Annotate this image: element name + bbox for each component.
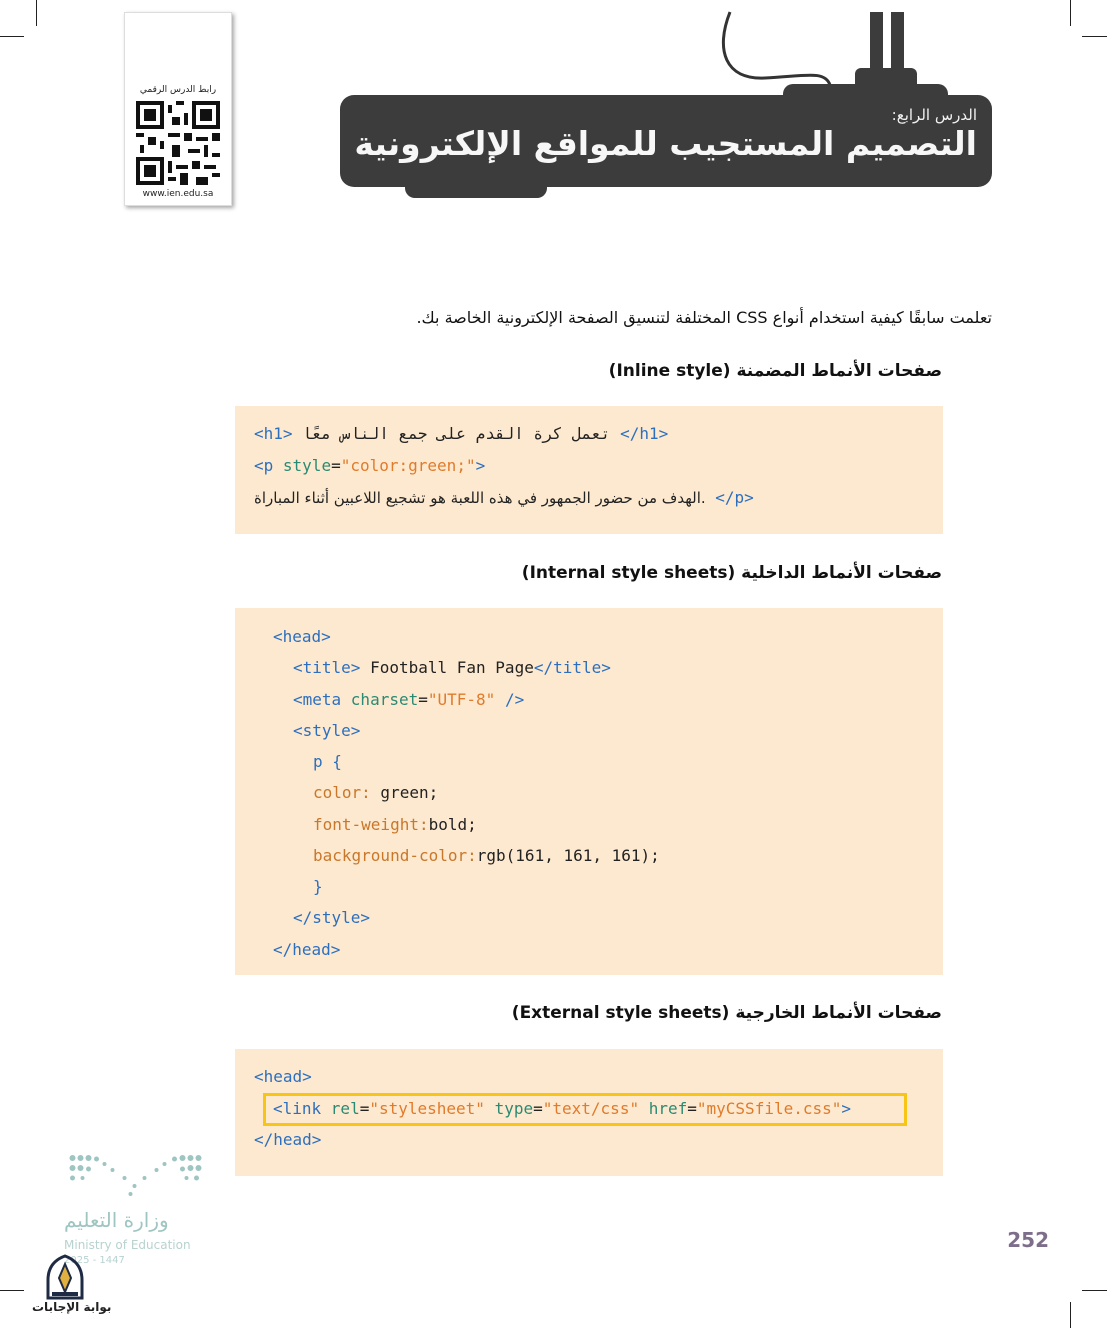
- code-line: [254, 488, 754, 507]
- css-value: bold;: [428, 815, 477, 834]
- equals-sign: =: [418, 690, 428, 709]
- css-property: color:: [313, 783, 371, 802]
- code-line: [313, 752, 342, 771]
- style-open-tag: <style>: [293, 721, 361, 740]
- h1-text: تعمل كرة القدم على جمع الناس معًا: [292, 424, 621, 443]
- p-close-tag: </p>: [715, 488, 754, 507]
- title-open-tag: <title>: [293, 658, 361, 677]
- css-property: background-color:: [313, 846, 477, 865]
- crop-mark: [0, 1290, 24, 1291]
- crop-mark: [1070, 0, 1071, 26]
- ministry-name-en: Ministry of Education: [64, 1238, 191, 1252]
- code-line: [293, 908, 370, 927]
- page-number: 252: [1007, 1228, 1049, 1252]
- css-property: font-weight:: [313, 815, 429, 834]
- qr-url[interactable]: www.ien.edu.sa: [142, 189, 214, 199]
- style-attr: style: [282, 456, 332, 475]
- tag-end: >: [475, 456, 486, 475]
- portal-logo-icon[interactable]: [44, 1254, 86, 1300]
- inline-style-heading: صفحات الأنماط المضمنة (Inline style): [608, 361, 942, 381]
- code-line: [254, 1130, 321, 1149]
- code-line: [273, 940, 340, 959]
- meta-tag: <meta: [293, 690, 351, 709]
- h1-close-tag: </h1>: [620, 424, 669, 443]
- code-line: [293, 658, 611, 677]
- qr-card[interactable]: [124, 12, 232, 206]
- internal-style-heading: صفحات الأنماط الداخلية (Internal style sheets): [521, 563, 942, 583]
- style-close-tag: </style>: [293, 908, 371, 927]
- closing-brace: }: [313, 877, 323, 896]
- code-line: [254, 1067, 312, 1086]
- ministry-name-ar: وزارة التعليم: [64, 1208, 169, 1232]
- href-attr: href: [648, 1099, 688, 1118]
- title-banner-tab: [405, 176, 547, 198]
- charset-value: "UTF-8": [427, 690, 496, 709]
- code-line: [313, 783, 438, 802]
- ministry-logo-icon: [62, 1150, 207, 1200]
- title-close-tag: </title>: [533, 658, 611, 677]
- crop-mark: [1082, 36, 1107, 37]
- css-value: green;: [370, 783, 439, 802]
- crop-mark: [36, 0, 37, 26]
- head-close-tag: </head>: [254, 1130, 322, 1149]
- p-open-tag: <p: [254, 456, 283, 475]
- title-text: Football Fan Page: [360, 658, 534, 677]
- head-open-tag: <head>: [254, 1067, 312, 1086]
- equals-sign: =: [359, 1099, 370, 1118]
- qr-code-icon[interactable]: [136, 101, 220, 185]
- equals-sign: =: [533, 1099, 543, 1118]
- tag-end: >: [841, 1099, 852, 1118]
- code-line: [273, 627, 331, 646]
- ministry-years: 2025 - 1447: [64, 1255, 125, 1266]
- code-line: [293, 721, 360, 740]
- style-value: "color:green;": [340, 456, 476, 475]
- link-tag: <link: [273, 1099, 331, 1118]
- css-value: rgb(161, 161, 161);: [476, 846, 660, 865]
- type-value: "text/css": [542, 1099, 640, 1118]
- portal-label[interactable]: بوابة الإجابات: [32, 1300, 112, 1314]
- href-value: "myCSSfile.css": [696, 1099, 842, 1118]
- equals-sign: =: [687, 1099, 697, 1118]
- code-line: [254, 456, 485, 475]
- code-line: [313, 877, 323, 896]
- intro-paragraph: تعلمت سابقًا كيفية استخدام أنواع CSS المختلفة لتنسيق الصفحة الإلكترونية الخاصة بك.: [416, 308, 992, 327]
- crop-mark: [0, 36, 24, 37]
- tag-end: />: [495, 690, 525, 709]
- lesson-title: التصميم المستجيب للمواقع الإلكترونية: [354, 124, 977, 163]
- type-attr: type: [494, 1099, 534, 1118]
- rel-attr: rel: [330, 1099, 360, 1118]
- crop-mark: [1082, 1290, 1107, 1291]
- code-line: [313, 815, 477, 834]
- external-style-heading: صفحات الأنماط الخارجية (External style sheets): [511, 1003, 942, 1023]
- crop-mark: [1070, 1302, 1071, 1328]
- head-open-tag: <head>: [273, 627, 331, 646]
- p-text: الهدف من حضور الجمهور في هذه اللعبة هو تشجيع اللاعبين أثناء المباراة.: [254, 489, 706, 507]
- lesson-label: الدرس الرابع:: [891, 106, 977, 124]
- rel-value: "stylesheet": [369, 1099, 485, 1118]
- code-line: [254, 424, 668, 443]
- head-close-tag: </head>: [273, 940, 341, 959]
- code-line: [293, 690, 524, 709]
- equals-sign: =: [331, 456, 341, 475]
- h1-open-tag: <h1>: [254, 424, 293, 443]
- code-line: [313, 846, 660, 865]
- css-selector: p {: [313, 752, 342, 771]
- code-line: [273, 1099, 851, 1118]
- charset-attr: charset: [350, 690, 419, 709]
- qr-label: رابط الدرس الرقمي: [139, 85, 217, 95]
